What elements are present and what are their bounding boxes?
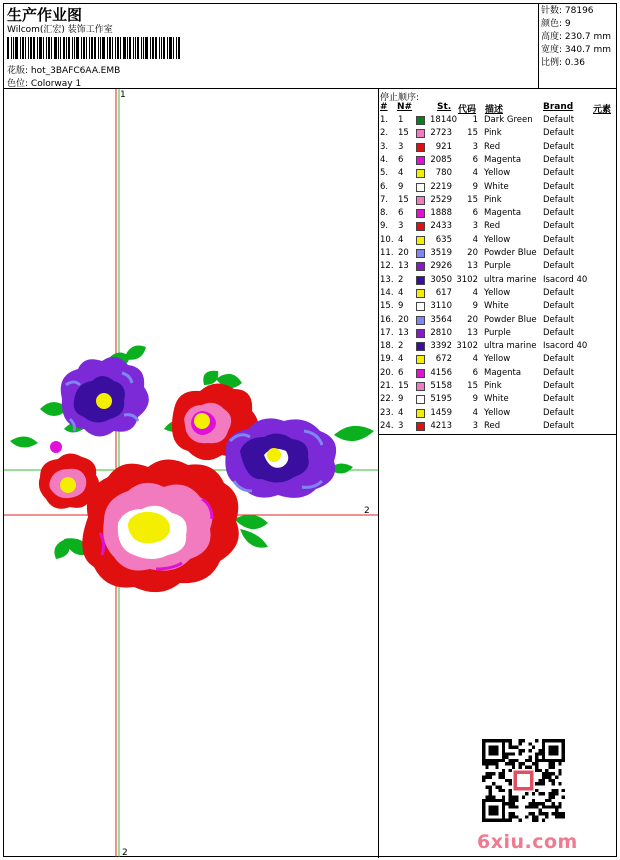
color-swatch xyxy=(416,209,425,218)
sequence-cell-desc: Yellow xyxy=(484,234,511,245)
design-file-line xyxy=(7,63,120,76)
sequence-cell-code: 20 xyxy=(467,248,478,258)
sequence-cell-idx: 22. xyxy=(380,394,394,405)
sequence-row xyxy=(380,287,616,300)
colorway-name: Colorway 1 xyxy=(30,79,82,89)
sequence-cell-brand: Default xyxy=(543,168,575,179)
sequence-cell-desc: Powder Blue xyxy=(484,248,537,258)
sequence-cell-desc: ultra marine xyxy=(484,341,537,352)
colorway-label: 色位: xyxy=(7,79,29,89)
sequence-cell-desc: Red xyxy=(484,221,501,232)
sequence-cell-desc: ultra marine xyxy=(484,274,537,285)
guide-marker-top: 1 xyxy=(120,90,126,100)
sequence-row xyxy=(380,340,616,353)
sequence-cell-code: 3102 xyxy=(456,341,478,352)
sequence-cell-code: 4 xyxy=(472,407,478,418)
sequence-cell-code: 4 xyxy=(472,168,478,179)
sequence-cell-no: 2 xyxy=(398,341,404,352)
sequence-cell-code: 15 xyxy=(467,381,478,391)
sequence-cell-idx: 9. xyxy=(380,221,389,232)
sequence-cell-code: 9 xyxy=(472,181,478,192)
sequence-cell-desc: Red xyxy=(484,141,501,152)
guide-marker-bottom: 2 xyxy=(122,848,128,857)
color-swatch xyxy=(416,302,425,311)
sequence-cell-st: 921 xyxy=(435,141,452,152)
sequence-cell-desc: Purple xyxy=(484,327,511,338)
sequence-cell-brand: Default xyxy=(543,287,575,298)
sequence-cell-no: 3 xyxy=(398,141,404,152)
sequence-cell-code: 6 xyxy=(472,208,478,219)
sequence-cell-st: 672 xyxy=(435,354,452,365)
sequence-cell-no: 4 xyxy=(398,234,404,245)
sequence-cell-idx: 23. xyxy=(380,407,394,418)
sequence-cell-st: 2810 xyxy=(430,327,452,338)
sequence-row xyxy=(380,367,616,380)
color-swatch xyxy=(416,289,425,298)
color-swatch xyxy=(416,369,425,378)
sequence-cell-st: 2529 xyxy=(430,194,452,205)
color-swatch xyxy=(416,236,425,245)
sequence-row xyxy=(380,127,616,140)
sequence-row xyxy=(380,141,616,154)
sequence-cell-brand: Isacord 40 xyxy=(543,341,588,352)
color-swatch xyxy=(416,222,425,231)
sequence-row xyxy=(380,393,616,406)
color-swatch xyxy=(416,169,425,178)
sequence-row xyxy=(380,220,616,233)
sequence-cell-st: 1459 xyxy=(430,407,452,418)
list-divider xyxy=(378,434,617,435)
sequence-cell-idx: 6. xyxy=(380,181,389,192)
sequence-cell-code: 3102 xyxy=(456,274,478,285)
color-swatch xyxy=(416,342,425,351)
sequence-cell-st: 4156 xyxy=(430,367,452,378)
sequence-cell-code: 3 xyxy=(472,221,478,232)
sequence-cell-idx: 1. xyxy=(380,115,389,125)
sequence-cell-brand: Default xyxy=(543,221,575,232)
sequence-cell-brand: Default xyxy=(543,314,575,325)
sequence-cell-desc: Yellow xyxy=(484,354,511,365)
sequence-cell-st: 2433 xyxy=(430,221,452,232)
sequence-cell-idx: 21. xyxy=(380,381,394,391)
company-name: Wilcom(汇宏) 装饰工作室 xyxy=(7,25,113,35)
sequence-cell-idx: 3. xyxy=(380,141,389,152)
stats-divider xyxy=(538,3,539,89)
sequence-cell-brand: Default xyxy=(543,141,575,152)
sequence-cell-no: 6 xyxy=(398,154,404,165)
sequence-cell-no: 13 xyxy=(398,261,409,272)
sequence-cell-code: 13 xyxy=(467,261,478,272)
sequence-cell-st: 2085 xyxy=(430,154,452,165)
sequence-cell-desc: White xyxy=(484,394,509,405)
color-swatch xyxy=(416,249,425,258)
sequence-cell-no: 13 xyxy=(398,327,409,338)
sequence-cell-idx: 10. xyxy=(380,234,394,245)
sequence-cell-code: 6 xyxy=(472,367,478,378)
color-swatch xyxy=(416,156,425,165)
embroidery-preview xyxy=(4,89,378,857)
color-swatch xyxy=(416,129,425,138)
flower-purple-left xyxy=(61,357,149,437)
guide-marker-right: 2 xyxy=(364,506,370,516)
sequence-cell-desc: Pink xyxy=(484,194,502,205)
sequence-cell-code: 9 xyxy=(472,394,478,405)
sequence-cell-idx: 18. xyxy=(380,341,394,352)
sequence-row xyxy=(380,181,616,194)
col-header-idx: # xyxy=(380,102,388,112)
sequence-cell-code: 9 xyxy=(472,301,478,312)
sequence-cell-no: 15 xyxy=(398,128,409,139)
sequence-row xyxy=(380,234,616,247)
sequence-cell-desc: Powder Blue xyxy=(484,314,537,325)
sequence-cell-brand: Default xyxy=(543,128,575,139)
sequence-cell-no: 6 xyxy=(398,208,404,219)
sequence-cell-st: 4213 xyxy=(430,420,452,431)
color-swatch xyxy=(416,395,425,404)
sequence-cell-brand: Default xyxy=(543,327,575,338)
sequence-cell-code: 13 xyxy=(467,327,478,338)
sequence-cell-desc: Yellow xyxy=(484,287,511,298)
sequence-cell-brand: Default xyxy=(543,394,575,405)
sequence-cell-brand: Isacord 40 xyxy=(543,274,588,285)
sequence-cell-st: 3519 xyxy=(430,248,452,258)
sequence-cell-st: 3564 xyxy=(430,314,452,325)
sequence-cell-st: 1888 xyxy=(430,208,452,219)
sequence-cell-no: 3 xyxy=(398,420,404,431)
sequence-cell-idx: 2. xyxy=(380,128,389,139)
sequence-cell-brand: Default xyxy=(543,234,575,245)
sequence-cell-brand: Default xyxy=(543,367,575,378)
sequence-cell-code: 3 xyxy=(472,420,478,431)
sequence-cell-idx: 16. xyxy=(380,314,394,325)
sequence-cell-code: 1 xyxy=(472,115,478,125)
sequence-cell-code: 4 xyxy=(472,234,478,245)
sequence-row xyxy=(380,420,616,433)
color-swatch xyxy=(416,262,425,271)
sequence-cell-no: 9 xyxy=(398,394,404,405)
sequence-cell-st: 617 xyxy=(435,287,452,298)
color-swatch xyxy=(416,183,425,192)
sequence-cell-code: 15 xyxy=(467,194,478,205)
stat-height: 高度: 230.7 mm xyxy=(541,32,612,42)
sequence-row xyxy=(380,314,616,327)
color-swatch xyxy=(416,276,425,285)
sequence-cell-no: 3 xyxy=(398,221,404,232)
sequence-cell-desc: Pink xyxy=(484,128,502,139)
sequence-cell-desc: Yellow xyxy=(484,168,511,179)
sequence-cell-st: 635 xyxy=(435,234,452,245)
sequence-cell-no: 1 xyxy=(398,115,404,125)
sequence-cell-desc: White xyxy=(484,301,509,312)
sequence-cell-st: 2219 xyxy=(430,181,452,192)
sequence-cell-idx: 5. xyxy=(380,168,389,179)
sequence-cell-brand: Default xyxy=(543,208,575,219)
sequence-cell-code: 20 xyxy=(467,314,478,325)
stat-width: 宽度: 340.7 mm xyxy=(541,45,612,55)
sequence-row xyxy=(380,353,616,366)
stat-colors: 颜色: 9 xyxy=(541,19,571,29)
sequence-row xyxy=(380,207,616,220)
col-header-element: 元素 xyxy=(593,105,612,115)
sequence-cell-idx: 19. xyxy=(380,354,394,365)
sequence-cell-idx: 11. xyxy=(380,248,394,258)
color-swatch xyxy=(416,143,425,152)
sequence-cell-brand: Default xyxy=(543,301,575,312)
col-header-no: N# xyxy=(397,102,413,112)
sequence-cell-st: 2926 xyxy=(430,261,452,272)
sequence-cell-st: 18140 xyxy=(430,115,458,125)
sequence-row xyxy=(380,114,616,127)
col-header-brand: Brand xyxy=(543,102,574,112)
stats-panel xyxy=(541,5,611,70)
sequence-cell-idx: 8. xyxy=(380,208,389,219)
sequence-cell-idx: 7. xyxy=(380,194,389,205)
stat-scale: 比例: 0.36 xyxy=(541,58,585,68)
color-swatch xyxy=(416,316,425,325)
sequence-cell-no: 4 xyxy=(398,354,404,365)
sequence-row xyxy=(380,167,616,180)
flower-large-bottom xyxy=(82,459,239,592)
sequence-cell-brand: Default xyxy=(543,181,575,192)
sequence-cell-idx: 15. xyxy=(380,301,394,312)
sequence-cell-no: 2 xyxy=(398,274,404,285)
sequence-cell-no: 9 xyxy=(398,181,404,192)
design-file-label: 花版: xyxy=(7,66,29,76)
sequence-cell-code: 6 xyxy=(472,154,478,165)
sequence-row xyxy=(380,274,616,287)
sequence-row xyxy=(380,327,616,340)
sequence-row xyxy=(380,260,616,273)
sequence-cell-no: 4 xyxy=(398,168,404,179)
color-swatch xyxy=(416,382,425,391)
stat-stitches: 针数: 78196 xyxy=(541,6,594,16)
sequence-cell-no: 4 xyxy=(398,287,404,298)
sequence-cell-idx: 13. xyxy=(380,274,394,285)
sequence-cell-brand: Default xyxy=(543,154,575,165)
sequence-cell-st: 5195 xyxy=(430,394,452,405)
sequence-cell-idx: 14. xyxy=(380,287,394,298)
sequence-cell-brand: Default xyxy=(543,407,575,418)
sequence-cell-no: 20 xyxy=(398,314,409,325)
sequence-cell-desc: Red xyxy=(484,420,501,431)
sequence-cell-idx: 24. xyxy=(380,420,394,431)
sequence-row xyxy=(380,194,616,207)
sequence-cell-code: 15 xyxy=(467,128,478,139)
sequence-cell-st: 3392 xyxy=(430,341,452,352)
sequence-cell-no: 9 xyxy=(398,301,404,312)
sequence-row xyxy=(380,380,616,393)
sequence-cell-idx: 17. xyxy=(380,327,394,338)
sequence-cell-no: 15 xyxy=(398,194,409,205)
sequence-cell-brand: Default xyxy=(543,115,575,125)
sequence-cell-idx: 12. xyxy=(380,261,394,272)
sequence-cell-brand: Default xyxy=(543,354,575,365)
sequence-row xyxy=(380,300,616,313)
sequence-cell-st: 3050 xyxy=(430,274,452,285)
sequence-cell-no: 20 xyxy=(398,248,409,258)
sequence-cell-desc: Yellow xyxy=(484,407,511,418)
watermark: 6xiu.com xyxy=(477,831,578,853)
color-swatch xyxy=(416,329,425,338)
sequence-cell-idx: 4. xyxy=(380,154,389,165)
sequence-cell-code: 4 xyxy=(472,354,478,365)
sequence-cell-idx: 20. xyxy=(380,367,394,378)
colorway-line xyxy=(7,76,81,89)
sequence-cell-desc: White xyxy=(484,181,509,192)
sequence-cell-code: 4 xyxy=(472,287,478,298)
color-swatch xyxy=(416,422,425,431)
col-header-st: St. xyxy=(437,102,452,112)
sequence-title: 停止顺序: xyxy=(380,93,420,103)
sequence-cell-desc: Magenta xyxy=(484,154,522,165)
sequence-cell-st: 5158 xyxy=(430,381,452,391)
sequence-cell-brand: Default xyxy=(543,420,575,431)
qr-code-icon xyxy=(482,739,565,822)
sequence-cell-brand: Default xyxy=(543,194,575,205)
sequence-row xyxy=(380,154,616,167)
sequence-cell-no: 6 xyxy=(398,367,404,378)
sequence-row xyxy=(380,247,616,260)
color-swatch xyxy=(416,116,425,125)
sequence-cell-st: 2723 xyxy=(430,128,452,139)
sequence-cell-no: 4 xyxy=(398,407,404,418)
barcode xyxy=(7,37,189,59)
sequence-cell-desc: Magenta xyxy=(484,208,522,219)
sequence-cell-no: 15 xyxy=(398,381,409,391)
sequence-cell-desc: Pink xyxy=(484,381,502,391)
sequence-cell-code: 3 xyxy=(472,141,478,152)
design-file-name: hot_3BAFC6AA.EMB xyxy=(30,66,121,76)
sequence-cell-st: 3110 xyxy=(430,301,452,312)
color-swatch xyxy=(416,409,425,418)
panel-divider xyxy=(378,88,379,858)
color-swatch xyxy=(416,196,425,205)
col-header-code: 代码 xyxy=(458,105,477,115)
page-title: 生产作业图 xyxy=(7,6,83,24)
sequence-cell-desc: Dark Green xyxy=(484,115,533,125)
sequence-cell-desc: Purple xyxy=(484,261,511,272)
sequence-cell-st: 780 xyxy=(435,168,452,179)
sequence-cell-brand: Default xyxy=(543,381,575,391)
color-swatch xyxy=(416,355,425,364)
sequence-row xyxy=(380,407,616,420)
sequence-cell-desc: Magenta xyxy=(484,367,522,378)
sequence-cell-brand: Default xyxy=(543,261,575,272)
col-header-desc: 描述 xyxy=(485,105,504,115)
sequence-cell-brand: Default xyxy=(543,248,575,258)
